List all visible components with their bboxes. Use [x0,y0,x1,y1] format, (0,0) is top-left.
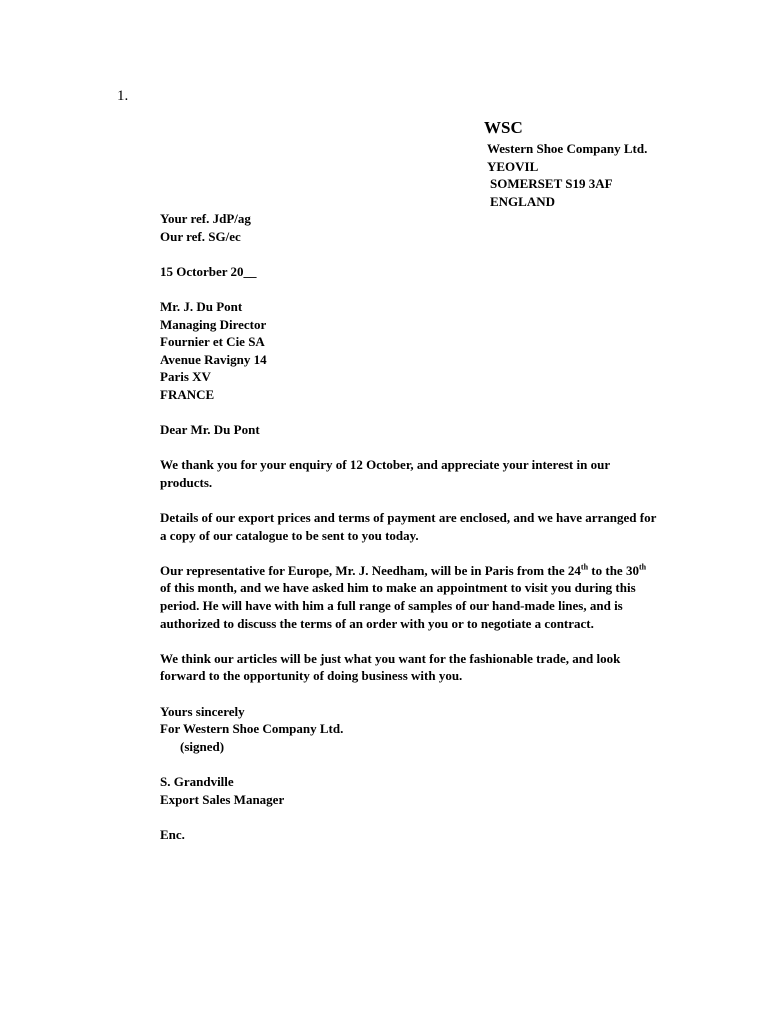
sender-county-postcode: SOMERSET S19 3AF [490,176,613,192]
for-company-line: For Western Shoe Company Ltd. [160,721,344,737]
letter-date: 15 Octorber 20__ [160,263,257,279]
sender-city: YEOVIL [487,158,539,174]
closing-block [160,703,660,756]
paragraph-3-part-b: to the 30 [588,562,639,578]
recipient-city: Paris XV [160,369,211,385]
our-reference: Our ref. SG/ec [160,228,241,244]
your-reference: Your ref. JdP/ag [160,211,251,226]
signer-block [160,773,660,808]
ordinal-suffix-2: th [638,562,647,572]
complimentary-close: Yours sincerely [160,703,245,719]
reference-block [160,210,660,245]
paragraph-3 [160,562,660,632]
signer-title: Export Sales Manager [160,791,285,807]
company-logo-text: WSC [484,118,523,137]
ordinal-suffix-1: th [580,562,589,572]
paragraph-3-part-a: Our representative for Europe, Mr. J. Needham, will be in Paris from the 24 [160,562,581,578]
enclosure-note: Enc. [160,826,185,842]
recipient-address-block [160,298,660,404]
paragraph-1: We thank you for your enquiry of 12 October, and appreciate your interest in our products. [160,457,610,490]
signed-note: (signed) [180,738,225,754]
sender-country: ENGLAND [490,193,556,209]
paragraph-3-part-c: of this month, and we have asked him to make an appointment to visit you during this period. He will have with him a full range of samples of our hand-made lines, and is authorized to discuss the terms of an order with you or to negotiate a contract. [160,580,636,631]
paragraph-4: We think our articles will be just what you want for the fashionable trade, and look forward to the opportunity of doing business with you. [160,650,621,684]
page-number: 1. [117,88,129,104]
letter-body [160,210,660,861]
recipient-company: Fournier et Cie SA [160,334,265,350]
paragraph-2: Details of our export prices and terms of payment are enclosed, and we have arranged for a copy of our catalogue to be sent to you today. [160,510,657,543]
signer-name: S. Grandville [160,774,234,789]
salutation: Dear Mr. Du Pont [160,422,260,438]
recipient-title: Managing Director [160,316,267,332]
recipient-country: FRANCE [160,386,215,402]
recipient-street: Avenue Ravigny 14 [160,351,267,367]
sender-company: Western Shoe Company Ltd. [487,141,648,156]
recipient-name: Mr. J. Du Pont [160,298,243,314]
sender-address-block [484,117,647,210]
